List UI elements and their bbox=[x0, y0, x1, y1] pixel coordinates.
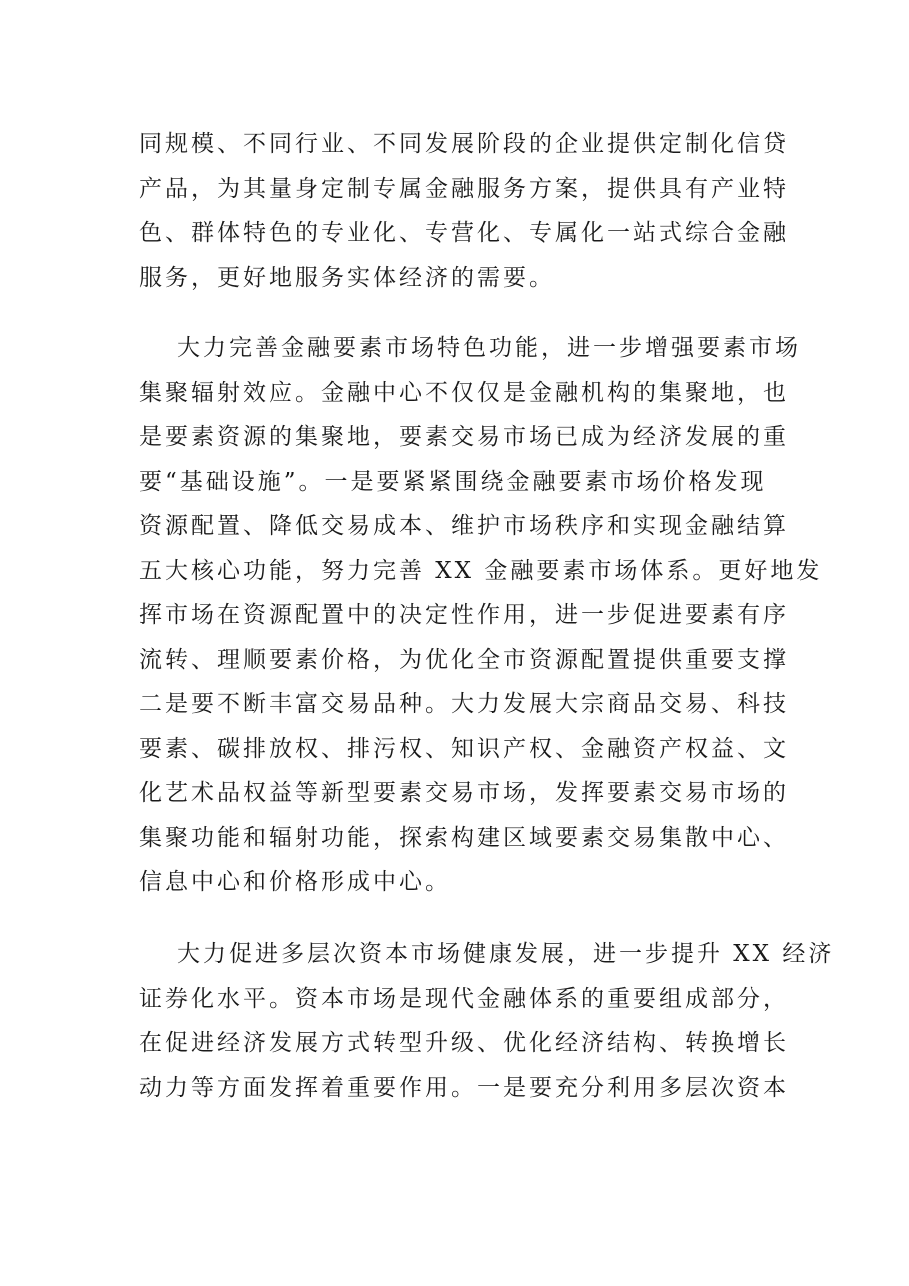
text-line: 要素、碳排放权、排污权、知识产权、金融资产权益、文 bbox=[139, 735, 789, 762]
text-line: 证券化水平。资本市场是现代金融体系的重要组成部分， bbox=[139, 985, 789, 1012]
text-line: 色、群体特色的专业化、专营化、专属化一站式综合金融 bbox=[139, 220, 789, 246]
text-line: 大力促进多层次资本市场健康发展，进一步提升 XX 经济 bbox=[177, 941, 835, 967]
text-line: 大力完善金融要素市场特色功能，进一步增强要素市场 bbox=[177, 335, 801, 361]
text-line: 二是要不断丰富交易品种。大力发展大宗商品交易、科技 bbox=[139, 691, 789, 717]
text-line: 产品，为其量身定制专属金融服务方案，提供具有产业特 bbox=[139, 175, 789, 202]
text-line: 资源配置、降低交易成本、维护市场秩序和实现金融结算 bbox=[139, 513, 789, 539]
text-line: 集聚辐射效应。金融中心不仅仅是金融机构的集聚地，也 bbox=[139, 379, 789, 406]
text-line: 信息中心和价格形成中心。 bbox=[139, 869, 451, 895]
text-line: 动力等方面发挥着重要作用。一是要充分利用多层次资本 bbox=[139, 1074, 789, 1101]
text-line: 服务，更好地服务实体经济的需要。 bbox=[139, 264, 555, 291]
text-line: 流转、理顺要素价格，为优化全市资源配置提供重要支撑 bbox=[139, 646, 789, 673]
text-line: 五大核心功能，努力完善 XX 金融要素市场体系。更好地发 bbox=[139, 557, 823, 584]
paragraph-financial-markets bbox=[139, 326, 823, 905]
text-line: 要“基础设施”。一是要紧紧围绕金融要素市场价格发现 bbox=[139, 468, 767, 495]
text-line: 同规模、不同行业、不同发展阶段的企业提供定制化信贷 bbox=[139, 131, 789, 157]
text-line: 集聚功能和辐射功能，探索构建区域要素交易集散中心、 bbox=[139, 824, 789, 851]
text-line: 挥市场在资源配置中的决定性作用，进一步促进要素有序 bbox=[139, 602, 789, 628]
text-line: 是要素资源的集聚地，要素交易市场已成为经济发展的重 bbox=[139, 424, 789, 450]
paragraph-capital-markets bbox=[139, 932, 835, 1110]
text-line: 化艺术品权益等新型要素交易市场，发挥要素交易市场的 bbox=[139, 780, 789, 806]
paragraph-continuation bbox=[139, 122, 789, 300]
text-line: 在促进经济发展方式转型升级、优化经济结构、转换增长 bbox=[139, 1030, 789, 1056]
